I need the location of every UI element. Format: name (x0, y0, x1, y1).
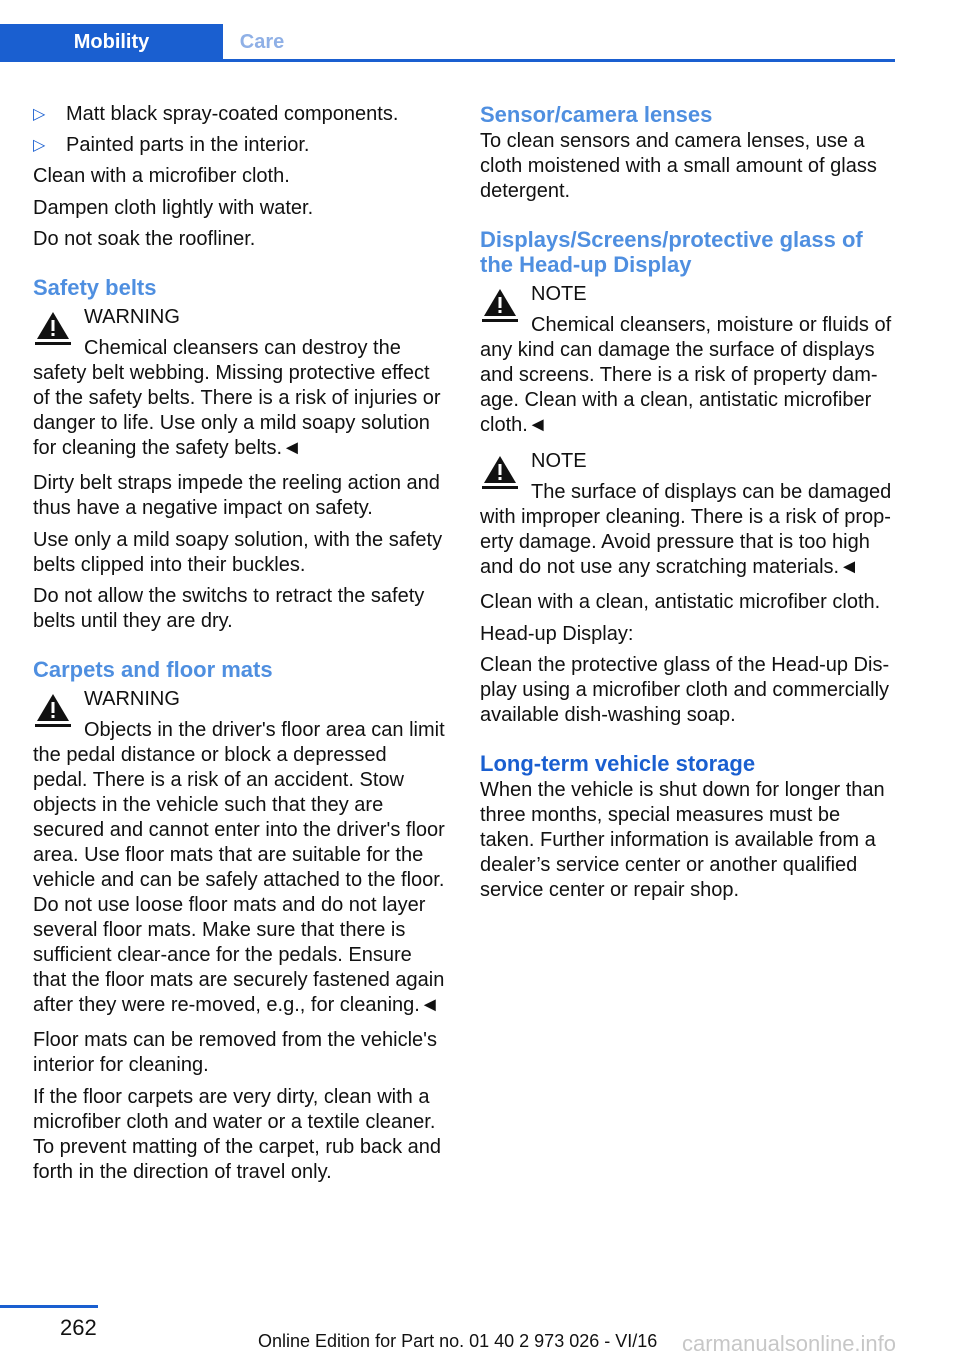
note-text: Chemical cleansers, moisture or fluids of any kind can damage the surface of displays and screens. There is a risk of property dam‐age. Clean with a clean, antistatic microfiber cloth.◄ (480, 314, 892, 436)
triangle-right-icon: ▷ (33, 106, 46, 123)
warning-text: Chemical cleansers can destroy the safety belt webbing. Missing protective effect of the safety belts. There is a risk of injuries or danger to life. Use only a mild soapy solution for cleaning the safety belts.◄ (33, 337, 441, 459)
paragraph: Floor mats can be removed from the vehicle's interior for cleaning. (33, 1029, 437, 1076)
warning-triangle-icon (33, 307, 73, 347)
warning-text: Objects in the driver's floor area can limit the pedal distance or block a depressed pedal. There is a risk of an accident. Stow objects in the vehicle such that they are secured and cannot enter into the driver's floor area. Use floor mats that are suitable for the vehicle and can be safely attached to the floor. Do not use loose floor mats and do not layer several floor mats. Make sure that there is sufficient clear‐ance for the pedals. Ensure that the floor mats are securely fastened again after they were re‐moved, e.g., for cleaning.◄ (33, 719, 445, 1016)
paragraph: Clean with a microfiber cloth. (33, 165, 290, 187)
paragraph: When the vehicle is shut down for longer than three months, special measures must be taken. Further information is available from a dealer’s service center or another qualified service center or repair shop. (480, 779, 885, 901)
list-item (33, 102, 445, 127)
section-heading-long-term-storage: Long-term vehicle storage (480, 751, 756, 776)
warning-notice (33, 304, 445, 461)
tab-bar-rule (0, 59, 895, 62)
note-text: The surface of displays can be damaged with improper cleaning. There is a risk of prop‐erty damage. Avoid pressure that is too high and do not use any scratching materials.◄ (480, 481, 892, 578)
watermark: carmanualsonline.info (682, 1331, 897, 1356)
paragraph: If the floor carpets are very dirty, clean with a microfiber cloth and water or a textile cleaner. To prevent matting of the carpet, rub back and forth in the direction of travel only. (33, 1085, 442, 1183)
note-notice (480, 281, 892, 438)
chapter-tab-bar (0, 24, 895, 62)
triangle-right-icon: ▷ (33, 137, 46, 154)
note-title: NOTE (531, 450, 587, 472)
section-heading-safety-belts: Safety belts (33, 275, 157, 300)
list-item-text: Matt black spray-coated components. (66, 103, 399, 125)
warning-triangle-icon (480, 284, 520, 324)
paragraph: Dampen cloth lightly with water. (33, 196, 314, 219)
left-column (33, 102, 445, 1191)
note-notice (480, 448, 892, 580)
warning-triangle-icon (480, 451, 520, 491)
paragraph: To clean sensors and camera lenses, use a cloth moistened with a small amount of glass detergent. (480, 130, 877, 202)
list-item (33, 133, 445, 158)
footer-rule (0, 1305, 98, 1308)
paragraph: Clean the protective glass of the Head-up Dis‐play using a microfiber cloth and commercially available dish-washing soap. (480, 654, 890, 726)
section-heading-carpets: Carpets and floor mats (33, 657, 273, 682)
note-title: NOTE (531, 283, 587, 305)
section-heading-displays: Displays/Screens/protective glass of the Head-up Display (480, 227, 863, 277)
tab-care[interactable]: Care (223, 24, 301, 59)
list-item-text: Painted parts in the interior. (66, 134, 310, 156)
paragraph: Use only a mild soapy solution, with the safety belts clipped into their buckles. (33, 528, 443, 576)
warning-title: WARNING (84, 306, 180, 328)
paragraph: Do not soak the roofliner. (33, 228, 256, 250)
tab-mobility[interactable]: Mobility (0, 24, 223, 59)
paragraph: Head-up Display: (480, 622, 634, 645)
warning-notice (33, 686, 445, 1018)
warning-triangle-icon (33, 689, 73, 729)
paragraph: Dirty belt straps impede the reeling action and thus have a negative impact on safety. (33, 472, 440, 519)
paragraph: Clean with a clean, antistatic microfiber cloth. (480, 591, 881, 613)
paragraph: Do not allow the switchs to retract the safety belts until they are dry. (33, 585, 425, 632)
warning-title: WARNING (84, 688, 180, 710)
section-heading-sensor-lenses: Sensor/camera lenses (480, 102, 713, 127)
online-edition-text: Online Edition for Part no. 01 40 2 973 026 - VI/16 (258, 1331, 658, 1351)
right-column (480, 102, 892, 910)
page-number: 262 (60, 1315, 97, 1340)
